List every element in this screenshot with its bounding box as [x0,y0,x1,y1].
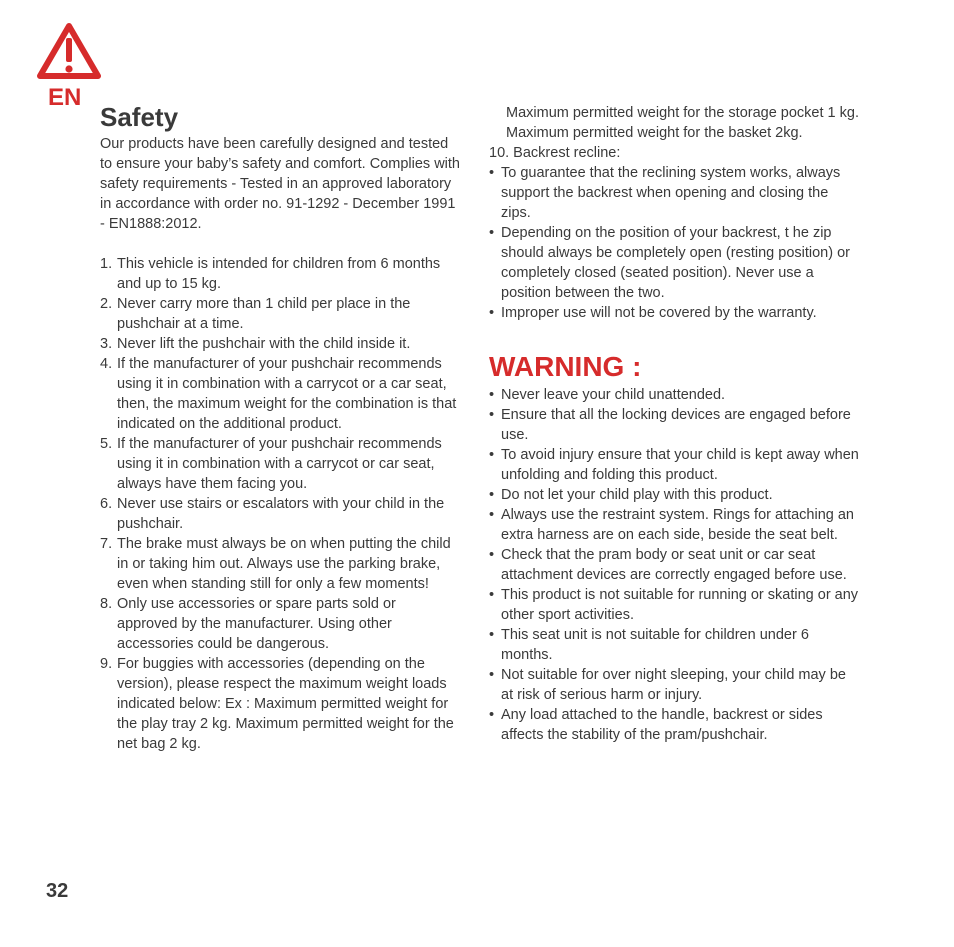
rule-number: 2. [100,296,113,312]
left-column [100,100,460,754]
page-number: 32 [46,880,69,902]
rule-text: For buggies with accessories (depending on the version), please respect the maximum weight loads indicated below: Ex : Maximum permitted weight for the play tray 2 kg. Maximum permitted weight for the net bag 2 kg. [117,656,454,752]
rule-text: Never carry more than 1 child per place in the pushchair at a time. [117,296,411,332]
list-item: • Never leave your child unattended. [489,385,859,405]
rule-number: 7. [100,536,113,552]
rule-number: 5. [100,436,113,452]
list-item: • Not suitable for over night sleeping, your child may be at risk of serious harm or injury. [489,665,859,705]
right-column [489,103,859,745]
list-item: • This seat unit is not suitable for children under 6 months. [489,625,859,665]
rule10-title: 10. Backrest recline: [489,145,621,161]
list-item: • Do not let your child play with this product. [489,485,859,505]
intro-paragraph: Our products have been carefully designed and tested to ensure your baby’s safety and comfort. Complies with safety requirements - Tested in an approved laboratory in accordance with order no. 91-1292 - December 1991 - EN1888:2012. [100,136,460,232]
list-item: • Improper use will not be covered by the warranty. [489,303,859,323]
rule-number: 9. [100,656,113,672]
language-code: EN [48,84,82,111]
rule-text: Only use accessories or spare parts sold or approved by the manufacturer. Using other accessories could be dangerous. [117,596,396,652]
rule-text: If the manufacturer of your pushchair recommends using it in combination with a carrycot or car seat, always have them facing you. [117,436,442,492]
rule-item [100,434,460,494]
warning-triangle-icon [36,22,102,82]
safety-rules-list [100,254,460,754]
rule-item [100,654,460,754]
list-item: • To avoid injury ensure that your child is kept away when unfolding and folding this product. [489,445,859,485]
rule-number: 4. [100,356,113,372]
rule-number: 8. [100,596,113,612]
list-item: • Depending on the position of your backrest, t he zip should always be completely open (resting position) or completely closed (seated position). Never use a position between the two. [489,223,859,303]
warning-list [489,385,859,745]
rule-text: Never use stairs or escalators with your child in the pushchair. [117,496,445,532]
list-item: • This product is not suitable for running or skating or any other sport activities. [489,585,859,625]
rule-item [100,254,460,294]
rule10-bullets [489,163,859,323]
rule-text: The brake must always be on when putting the child in or taking him out. Always use the parking brake, even when standing still for only a few moments! [117,536,451,592]
rule-item [100,334,460,354]
list-item: • Always use the restraint system. Rings for attaching an extra harness are on each side, beside the seat belt. [489,505,859,545]
list-item: • To guarantee that the reclining system works, always support the backrest when opening and closing the zips. [489,163,859,223]
rule-item [100,294,460,334]
warning-title: WARNING : [489,351,642,382]
rule-text: If the manufacturer of your pushchair recommends using it in combination with a carrycot or a car seat, then, the maximum weight for the combination is that indicated on the additional product. [117,356,457,432]
safety-title: Safety [100,102,179,132]
rule-number: 1. [100,256,113,272]
rule-item [100,354,460,434]
rule-number: 6. [100,496,113,512]
list-item: • Any load attached to the handle, backrest or sides affects the stability of the pram/pushchair. [489,705,859,745]
rule9-continued: Maximum permitted weight for the storage pocket 1 kg. Maximum permitted weight for the basket 2kg. [506,105,859,141]
rule-number: 3. [100,336,113,352]
rule-item [100,494,460,534]
list-item: • Check that the pram body or seat unit or car seat attachment devices are correctly engaged before use. [489,545,859,585]
list-item: • Ensure that all the locking devices are engaged before use. [489,405,859,445]
rule-text: This vehicle is intended for children from 6 months and up to 15 kg. [117,256,441,292]
rule-item [100,534,460,594]
rule-text: Never lift the pushchair with the child inside it. [117,336,411,352]
rule-item [100,594,460,654]
